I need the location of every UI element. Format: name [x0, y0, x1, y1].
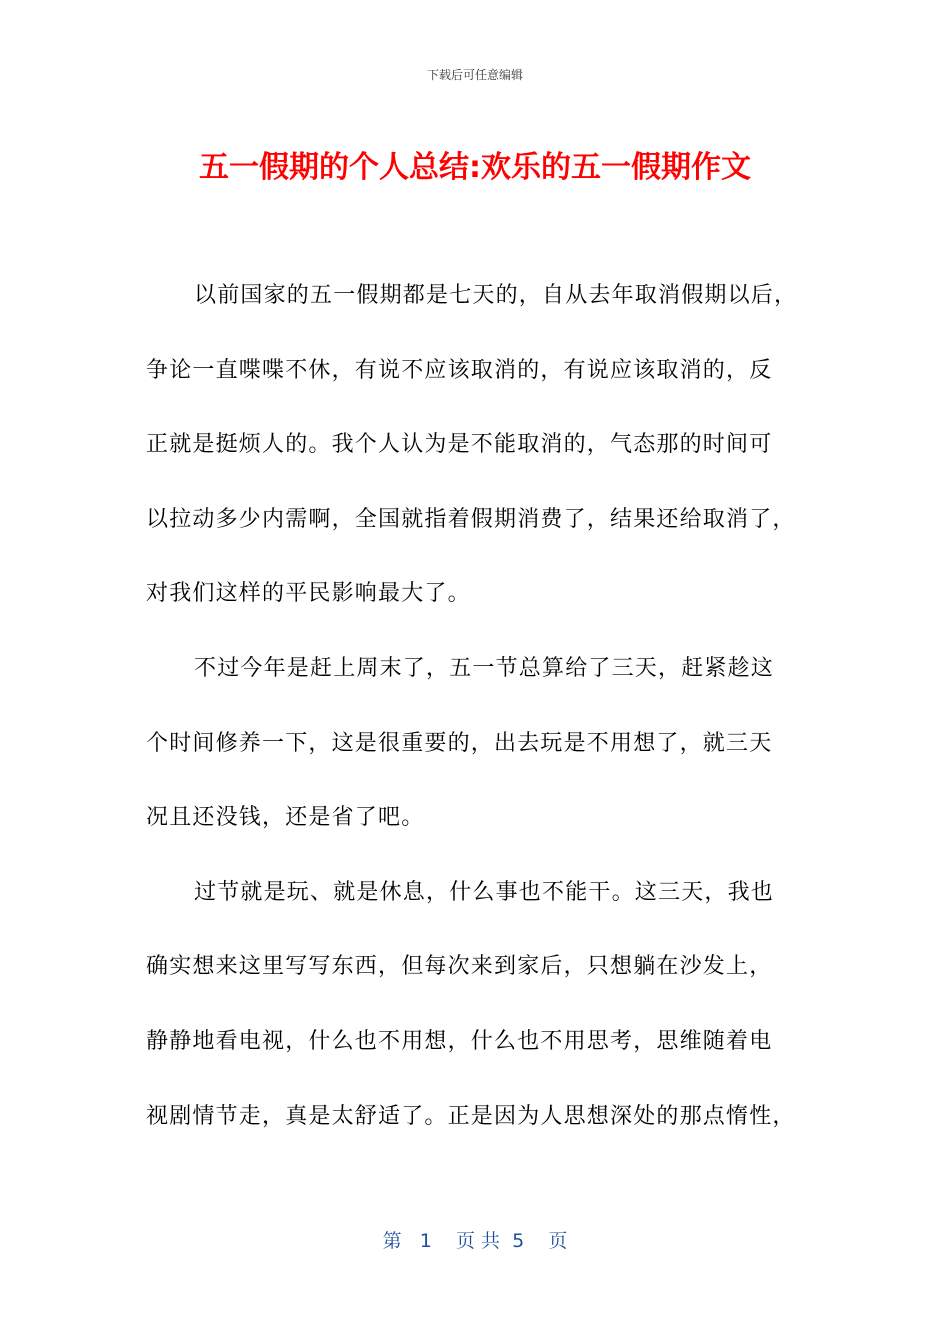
paragraph-2-line-2: 个时间修养一下，这是很重要的，出去玩是不用想了，就三天 [146, 730, 773, 756]
paragraph-1-line-3: 正就是挺烦人的。我个人认为是不能取消的，气态那的时间可 [146, 432, 773, 458]
paragraph-3-line-2: 确实想来这里写写东西，但每次来到家后，只想躺在沙发上， [146, 954, 773, 980]
document-body [146, 266, 806, 1161]
paragraph-1-line-5: 对我们这样的平民影响最大了。 [146, 581, 471, 607]
paragraph-2-line-1: 不过今年是赶上周末了，五一节总算给了三天，赶紧趁这 [194, 655, 775, 681]
paragraph-1-line-4: 以拉动多少内需啊，全国就指着假期消费了，结果还给取消了， [146, 506, 796, 532]
paragraph-3-line-3: 静静地看电视，什么也不用想，什么也不用思考，思维随着电 [146, 1028, 773, 1054]
document-title: 五一假期的个人总结:欢乐的五一假期作文 [199, 150, 751, 185]
paragraph-3-line-4: 视剧情节走，真是太舒适了。正是因为人思想深处的那点惰性， [146, 1103, 796, 1129]
header-note: 下载后可任意编辑 [426, 68, 523, 82]
paragraph-1-line-2: 争论一直喋喋不休，有说不应该取消的，有说应该取消的，反 [146, 357, 773, 383]
paragraph-1-line-1: 以前国家的五一假期都是七天的，自从去年取消假期以后， [194, 283, 798, 308]
paragraph-2-line-3: 况且还没钱，还是省了吧。 [146, 805, 425, 831]
page-footer: 第 1 页 共 5 页 [382, 1230, 568, 1252]
paragraph-3-line-1: 过节就是玩、就是休息，什么事也不能干。这三天，我也 [194, 879, 775, 905]
